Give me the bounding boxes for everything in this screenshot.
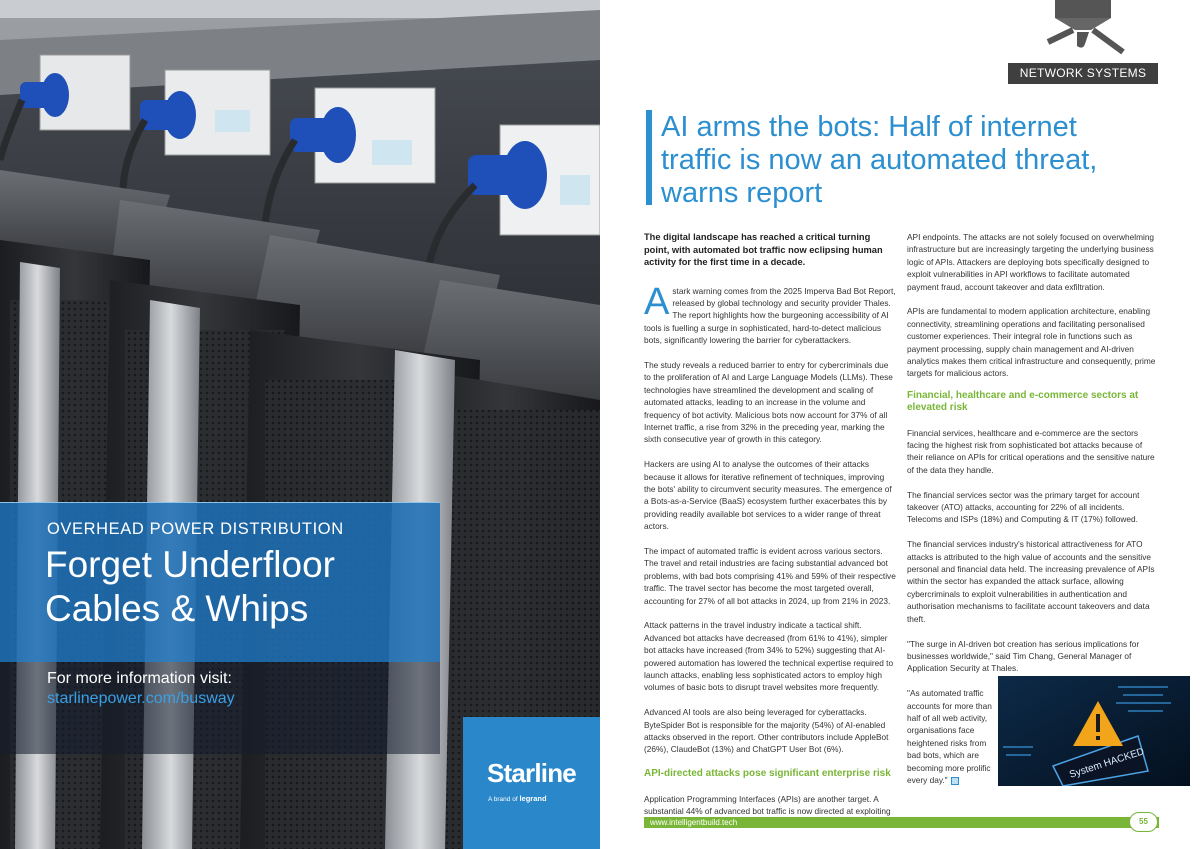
- paragraph: Advanced AI tools are also being leveraged for cyberattacks. ByteSpider Bot is responsible for the majority (54%) of AI-enabled attacks observed in the report. Other contributors include AppleBot (26%), ClaudeBot (13%) and ChatGPT User Bot (6%).: [644, 707, 889, 755]
- ad-headline: [45, 543, 445, 631]
- legrand-logo: legrand: [519, 794, 547, 803]
- article-lead: The digital landscape has reached a critical turning point, with automated bot traffic now eclipsing human activity for the first time in a decade.: [644, 232, 883, 267]
- subheading: Financial, healthcare and e-commerce sectors at elevated risk: [907, 390, 1139, 414]
- brand-tagline-prefix: A brand of: [488, 796, 518, 803]
- paragraph: The financial services sector was the primary target for account takeover (ATO) attacks, accounting for 22% of all incidents. Telecoms and ISPs (18%) and Computing & IT (17%) followed.: [907, 489, 1140, 525]
- image-caption: System HACKED: [1068, 746, 1146, 781]
- paragraph: Application Programming Interfaces (APIs) are another target. A substantial 44% of advanced bot traffic is now directed at exploiting: [644, 794, 891, 817]
- ad-info-link[interactable]: starlinepower.com/busway: [47, 690, 235, 707]
- title-accent-bar: [646, 110, 652, 205]
- ad-headline-line1: Forget Underfloor: [45, 544, 335, 585]
- paragraph: The impact of automated traffic is evident across various sectors. The travel and retail industries are facing substantial advanced bot problems, with bad bots comprising 41% and 59% of their respective traffic. The travel sector has become the most targeted overall, accounting for 27% of all bot attacks in 2024, up from 21% in 2023.: [644, 545, 896, 606]
- ad-headline-line2: Cables & Whips: [45, 588, 309, 629]
- paragraph: [644, 280, 896, 347]
- ad-info-label: For more information visit:: [47, 670, 232, 687]
- paragraph: The study reveals a reduced barrier to entry for cybercriminals due to the proliferation of AI and Large Language Models (LLMs). These technologies have streamlined the development and scaling of automated attacks, leading to an increase in the volume and frequency of bot activity. Malicious bots now account for 37% of all Internet traffic, a rise from 32% in the preceding year, marking the sixth consecutive year of growth in this category.: [644, 359, 893, 445]
- footer-url[interactable]: www.intelligentbuild.tech: [650, 818, 738, 827]
- paragraph: Attack patterns in the travel industry indicate a tactical shift. Advanced bot attacks have decreased (from 61% to 41%), simpler bot attacks have increased (from 34% to 52%) suggesting that AI-powered automation has lowered the technical expertise required to launch attacks, enabling less sophisticated actors to employ high volumes of basic bots to disrupt travel websites more frequently.: [644, 620, 894, 693]
- closing-quote-text: "As automated traffic accounts for more than half of all web activity, organisations face heightened risks from bad bots, which are becoming more prolific every day.": [907, 688, 992, 785]
- paragraph: The financial services industry's historical attractiveness for ATO attacks is attributed to the high value of accounts and the sensitive personal and financial data held. The increasing prevalence of APIs within the sector has expanded the attack surface, allowing cybercriminals to exploit vulnerabilities in authentication and authorisation mechanisms to facilitate account takeovers and data theft.: [907, 539, 1155, 624]
- paragraph: API endpoints. The attacks are not solely focused on overwhelming infrastructure but are increasingly targeting the underlying business logic of APIs. Attackers are deploying bots specifically designed to exploit vulnerabilities in API workflows to facilitate automated payment fraud, account takeover and data exfiltration.: [907, 232, 1155, 292]
- paragraph: Hackers are using AI to analyse the outcomes of their attacks because it allows for iterative refinement of techniques, improving the bots' ability to circumvent security measures. The emergence of a Bots-as-a-Service (BaaS) ecosystem further exacerbates this by providing readily available bot services to a wider range of threat actors.: [644, 459, 892, 532]
- paragraph-text: stark warning comes from the 2025 Imperva Bad Bot Report, released by global technology and security provider Thales. The report highlights how the burgeoning accessibility of AI tools is fuelling a surge in sophisticated, hard-to-detect malicious bots, significantly lowering the barrier for cyberattackers.: [644, 285, 896, 346]
- article-title: AI arms the bots: Half of internet traffic is now an automated threat, warns report: [661, 111, 1098, 209]
- closing-quote: [907, 687, 993, 786]
- section-tag: NETWORK SYSTEMS: [1008, 63, 1158, 84]
- ad-kicker: OVERHEAD POWER DISTRIBUTION: [47, 520, 344, 538]
- paragraph: Financial services, healthcare and e-commerce are the sectors facing the highest risk from sophisticated bot attacks because of their reliance on APIs for critical operations and the sensitive nature of the data they handle.: [907, 427, 1155, 475]
- crane-hook-icon: [1033, 0, 1133, 62]
- subheading: API-directed attacks pose significant enterprise risk: [644, 768, 891, 780]
- drop-cap: A: [644, 280, 670, 323]
- paragraph: APIs are fundamental to modern application architecture, enabling connectivity, streamlining operations and facilitating personalised customer experiences. Their integral role in functions such as payment processing, supply chain management and AI-driven analytics makes them critical infrastructure and consequently, prime targets for malicious actors.: [907, 306, 1156, 379]
- brand-tagline: [488, 794, 547, 803]
- paragraph: "The surge in AI-driven bot creation has serious implications for businesses worldwide," said Tim Chang, General Manager of Application Security at Thales.: [907, 638, 1140, 674]
- end-of-article-icon: [951, 777, 959, 785]
- starline-logo: Starline: [487, 758, 576, 788]
- article-column-left: [644, 231, 896, 830]
- page-number: 55: [1129, 812, 1158, 832]
- system-hacked-image: [998, 676, 1190, 786]
- ad-divider: [0, 502, 440, 503]
